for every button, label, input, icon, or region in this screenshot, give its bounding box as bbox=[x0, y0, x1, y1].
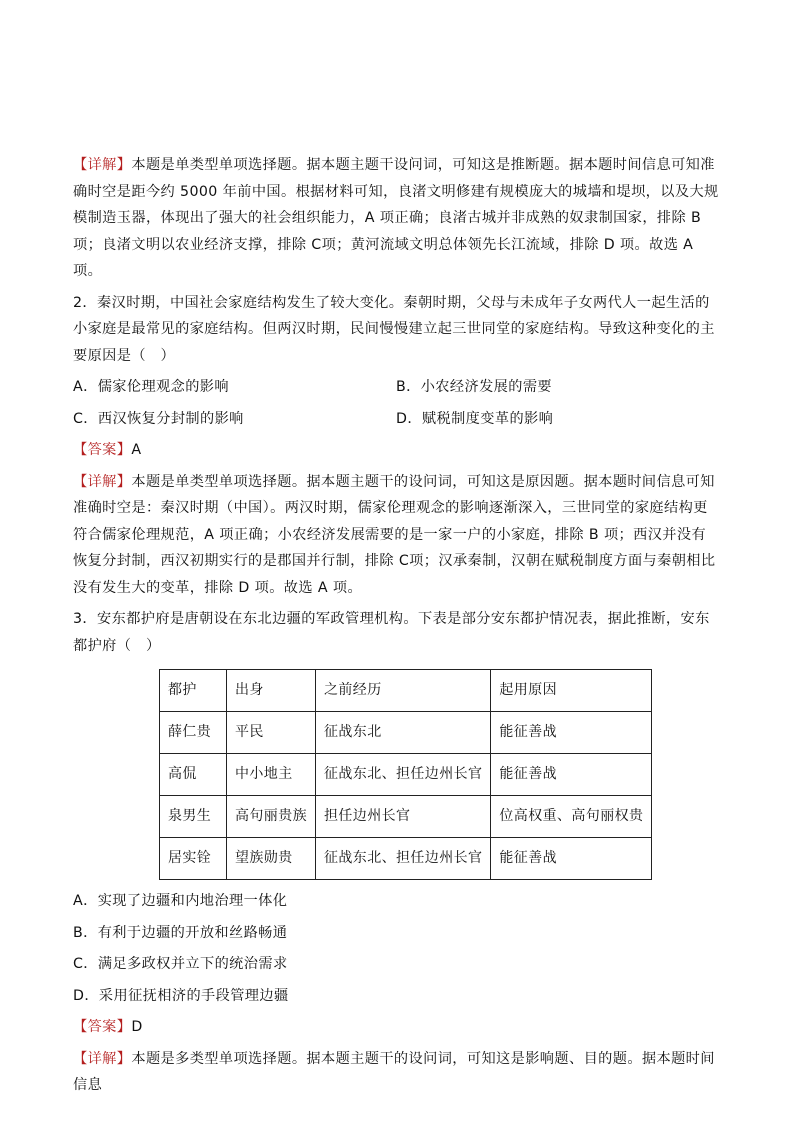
table-cell: 征战东北 bbox=[316, 712, 491, 754]
detail-tag: 【详解】 bbox=[73, 157, 132, 173]
q3-option-a: A．实现了边疆和内地治理一体化 bbox=[73, 893, 288, 909]
table-row bbox=[160, 754, 652, 796]
detail-text: 本题是多类型单项选择题。据本题主题干的设问词，可知这是影响题、目的题。据本题时间信息 bbox=[73, 1050, 715, 1093]
q3-answer bbox=[73, 1014, 719, 1041]
q3-stem: 3．安东都护府是唐朝设在东北边疆的军政管理机构。下表是部分安东都护情况表，据此推断，安东都护府（ ） bbox=[73, 611, 710, 654]
q3-option-d: D．采用征抚相济的手段管理边疆 bbox=[73, 987, 289, 1004]
table-header-cell: 之前经历 bbox=[316, 670, 491, 712]
table-row bbox=[160, 796, 652, 838]
q3-option-b: B．有利于边疆的开放和丝路畅通 bbox=[73, 924, 288, 941]
document-page bbox=[73, 152, 719, 1099]
table-header-cell: 出身 bbox=[227, 670, 316, 712]
q2-option-c: C．西汉恢复分封制的影响 bbox=[73, 410, 244, 427]
table-cell: 征战东北、担任边州长官 bbox=[316, 838, 491, 880]
detail-tag: 【详解】 bbox=[73, 473, 132, 490]
table-cell: 薛仁贵 bbox=[160, 712, 227, 754]
table-header-cell: 起用原因 bbox=[491, 670, 652, 712]
answer-tag: 【答案】 bbox=[73, 442, 132, 458]
q1-detail bbox=[73, 152, 719, 285]
table-header-row bbox=[160, 670, 652, 712]
q2-stem: 2．秦汉时期，中国社会家庭结构发生了较大变化。秦朝时期，父母与未成年子女两代人一起生活的小家庭是最常见的家庭结构。但两汉时期，民间慢慢建立起三世同堂的家庭结构。导致这种变化的主要原因是（ ） bbox=[73, 294, 715, 364]
table-cell: 居实铨 bbox=[160, 838, 227, 880]
table-cell: 望族勋贵 bbox=[227, 838, 316, 880]
table-cell: 担任边州长官 bbox=[316, 796, 491, 838]
q2-answer bbox=[73, 437, 719, 464]
protector-table bbox=[159, 669, 652, 880]
q2-option-d: D．赋税制度变革的影响 bbox=[396, 410, 554, 427]
q2-options-row-1 bbox=[73, 374, 719, 401]
table-cell: 高句丽贵族 bbox=[227, 796, 316, 838]
table-cell: 泉男生 bbox=[160, 796, 227, 838]
q2-option-a: A．儒家伦理观念的影响 bbox=[73, 379, 229, 395]
table-row bbox=[160, 712, 652, 754]
table-header-cell: 都护 bbox=[160, 670, 227, 712]
detail-tag: 【详解】 bbox=[73, 1050, 132, 1067]
table-cell: 平民 bbox=[227, 712, 316, 754]
table-cell: 中小地主 bbox=[227, 754, 316, 796]
q3-detail bbox=[73, 1046, 719, 1099]
q2-detail bbox=[73, 469, 719, 602]
q3-option-c: C．满足多政权并立下的统治需求 bbox=[73, 956, 288, 972]
detail-text: 本题是单类型单项选择题。据本题主题干的设问词，可知这是原因题。据本题时间信息可知准确时空是：秦汉时期（中国）。两汉时期，儒家伦理观念的影响逐渐深入，三世同堂的家庭结构更符合儒家伦理规范，A 项正确；小农经济发展需要的是一家一户的小家庭，排除 B 项；西汉并没有恢复分封制，西汉初期实行的是郡国并行制，排除 C项；汉承秦制，汉朝在赋税制度方面与秦朝相比没有发生大的变革，排除 D 项。故选 A 项。 bbox=[73, 473, 716, 596]
table-cell: 征战东北、担任边州长官 bbox=[316, 754, 491, 796]
answer-tag: 【答案】 bbox=[73, 1019, 132, 1035]
answer-value: A bbox=[131, 442, 142, 458]
table-row bbox=[160, 838, 652, 880]
answer-value: D bbox=[131, 1019, 143, 1035]
table-cell: 能征善战 bbox=[491, 712, 652, 754]
table-cell: 高侃 bbox=[160, 754, 227, 796]
table-cell: 位高权重、高句丽权贵 bbox=[491, 796, 652, 838]
table-cell: 能征善战 bbox=[491, 754, 652, 796]
table-cell: 能征善战 bbox=[491, 838, 652, 880]
detail-text: 本题是单类型单项选择题。据本题主题干设问词，可知这是推断题。据本题时间信息可知准确时空是距今约 5000 年前中国。根据材料可知，良渚文明修建有规模庞大的城墙和堤坝，以及大规模制造玉器，体现出了强大的社会组织能力，A 项正确；良渚古城并非成熟的奴隶制国家，排除 B 项；良渚文明以农业经济支撑，排除 C项；黄河流域文明总体领先长江流域，排除 D 项。故选 A 项。 bbox=[73, 157, 719, 279]
q2-option-b: B．小农经济发展的需要 bbox=[396, 379, 553, 395]
q2-options-row-2 bbox=[73, 406, 719, 433]
